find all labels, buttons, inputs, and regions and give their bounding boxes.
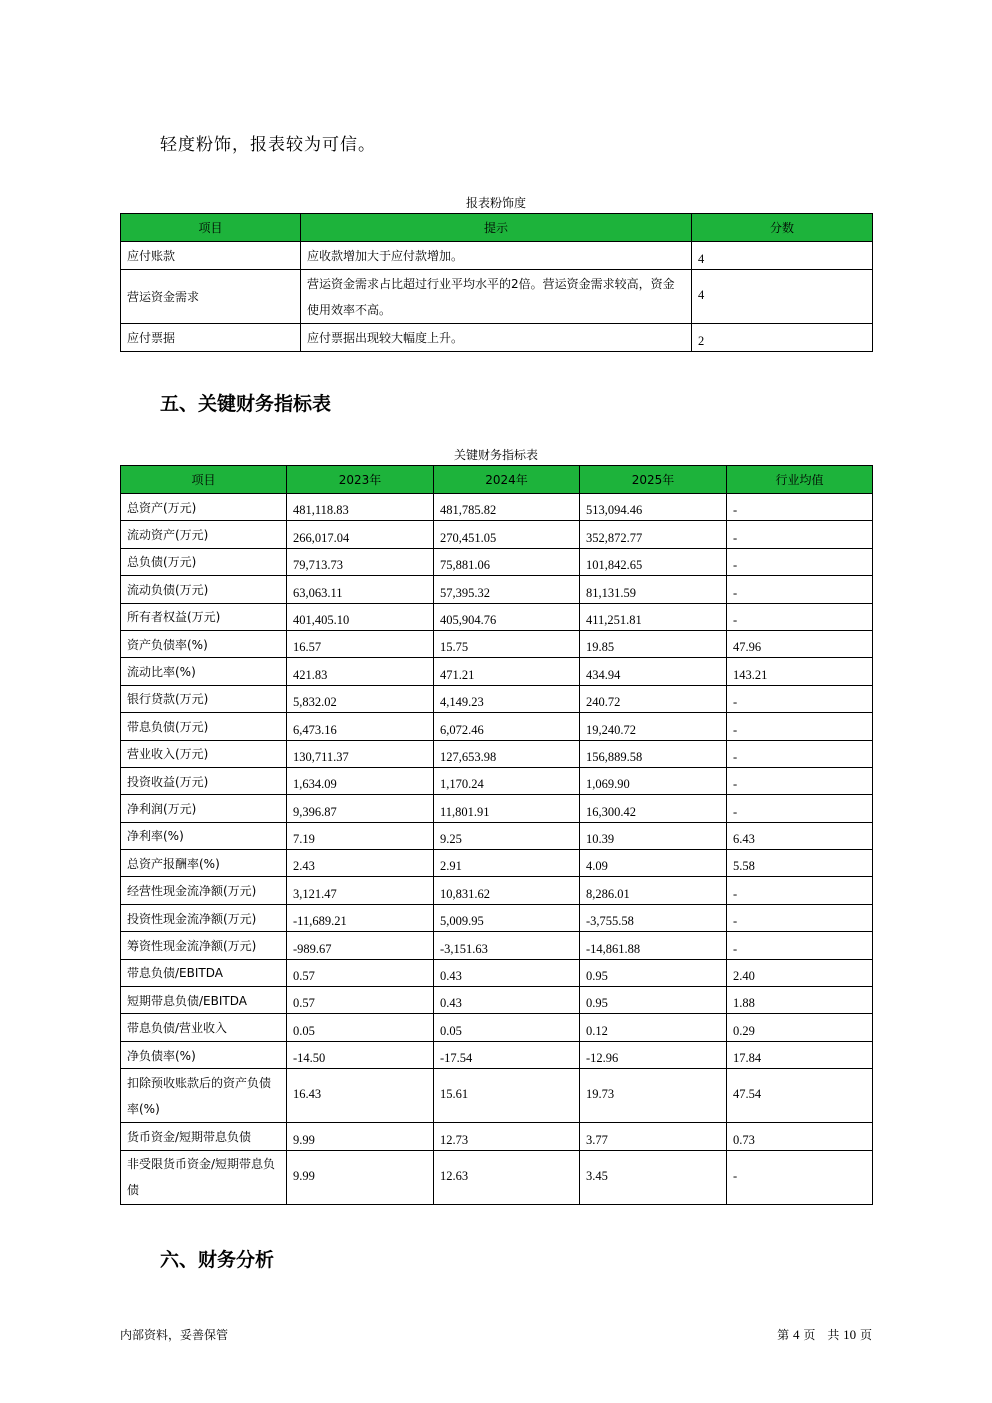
indicator-value-cell: 0.43 bbox=[434, 959, 580, 986]
indicator-value-cell: 7.19 bbox=[287, 822, 434, 849]
indicator-value-cell: -989.67 bbox=[287, 932, 434, 959]
table-row bbox=[121, 822, 873, 849]
indicator-value-cell: 143.21 bbox=[727, 658, 873, 685]
table2-header-cell: 行业均值 bbox=[727, 466, 873, 494]
hint-cell: 应收款增加大于应付款增加。 bbox=[301, 242, 692, 270]
indicator-value-cell: 10,831.62 bbox=[434, 877, 580, 904]
indicator-value-cell: 3.77 bbox=[580, 1123, 727, 1150]
indicator-value-cell: 6,072.46 bbox=[434, 713, 580, 740]
intro-paragraph: 轻度粉饰，报表较为可信。 bbox=[160, 135, 376, 155]
indicator-value-cell: 4,149.23 bbox=[434, 685, 580, 712]
indicator-label-cell: 所有者权益(万元) bbox=[121, 603, 287, 630]
indicator-value-cell: 79,713.73 bbox=[287, 548, 434, 575]
table-row bbox=[121, 1014, 873, 1041]
indicator-value-cell: 434.94 bbox=[580, 658, 727, 685]
indicator-label-cell: 营业收入(万元) bbox=[121, 740, 287, 767]
table-row bbox=[121, 658, 873, 685]
indicator-value-cell: 16.57 bbox=[287, 630, 434, 657]
indicator-value-cell: 15.61 bbox=[434, 1069, 580, 1123]
indicator-label-cell: 总资产报酬率(%) bbox=[121, 850, 287, 877]
indicator-value-cell: 2.91 bbox=[434, 850, 580, 877]
indicator-value-cell: - bbox=[727, 767, 873, 794]
report-embellishment-table bbox=[120, 213, 873, 352]
indicator-value-cell: -12.96 bbox=[580, 1041, 727, 1068]
indicator-value-cell: 8,286.01 bbox=[580, 877, 727, 904]
indicator-value-cell: - bbox=[727, 904, 873, 931]
table-row bbox=[121, 767, 873, 794]
indicator-value-cell: 1,069.90 bbox=[580, 767, 727, 794]
table-row bbox=[121, 932, 873, 959]
indicator-label-cell: 流动比率(%) bbox=[121, 658, 287, 685]
table-row bbox=[121, 904, 873, 931]
indicator-value-cell: - bbox=[727, 713, 873, 740]
table-row bbox=[121, 1123, 873, 1150]
indicator-value-cell: 421.83 bbox=[287, 658, 434, 685]
indicator-value-cell: 481,118.83 bbox=[287, 494, 434, 521]
indicator-value-cell: 5,009.95 bbox=[434, 904, 580, 931]
indicator-value-cell: 130,711.37 bbox=[287, 740, 434, 767]
table-row bbox=[121, 1150, 873, 1204]
indicator-value-cell: 17.84 bbox=[727, 1041, 873, 1068]
indicator-value-cell: 401,405.10 bbox=[287, 603, 434, 630]
table-row bbox=[121, 959, 873, 986]
indicator-label-cell: 带息负债/EBITDA bbox=[121, 959, 287, 986]
table-row bbox=[121, 987, 873, 1014]
indicator-label-cell: 净利率(%) bbox=[121, 822, 287, 849]
indicator-label-cell: 流动资产(万元) bbox=[121, 521, 287, 548]
indicator-label-cell: 净负债率(%) bbox=[121, 1041, 287, 1068]
indicator-value-cell: -17.54 bbox=[434, 1041, 580, 1068]
indicator-value-cell: 0.29 bbox=[727, 1014, 873, 1041]
indicator-value-cell: -11,689.21 bbox=[287, 904, 434, 931]
indicator-label-cell: 资产负债率(%) bbox=[121, 630, 287, 657]
indicator-label-cell: 带息负债/营业收入 bbox=[121, 1014, 287, 1041]
indicator-value-cell: 240.72 bbox=[580, 685, 727, 712]
key-financial-indicators-table bbox=[120, 465, 873, 1205]
page-suffix: 页 bbox=[859, 1328, 872, 1342]
indicator-value-cell: 9,396.87 bbox=[287, 795, 434, 822]
indicator-value-cell: 127,653.98 bbox=[434, 740, 580, 767]
table-row bbox=[121, 850, 873, 877]
indicator-value-cell: - bbox=[727, 521, 873, 548]
indicator-value-cell: 0.73 bbox=[727, 1123, 873, 1150]
hint-cell: 营运资金需求占比超过行业平均水平的2倍。营运资金需求较高，资金使用效率不高。 bbox=[301, 270, 692, 324]
indicator-label-cell: 投资性现金流净额(万元) bbox=[121, 904, 287, 931]
page-mid: 页 共 bbox=[803, 1328, 840, 1342]
indicator-value-cell: -3,151.63 bbox=[434, 932, 580, 959]
table-row bbox=[121, 494, 873, 521]
indicator-value-cell: 75,881.06 bbox=[434, 548, 580, 575]
indicator-label-cell: 扣除预收账款后的资产负债率(%) bbox=[121, 1069, 287, 1123]
indicator-value-cell: - bbox=[727, 877, 873, 904]
indicator-value-cell: 2.43 bbox=[287, 850, 434, 877]
indicator-value-cell: 352,872.77 bbox=[580, 521, 727, 548]
indicator-label-cell: 短期带息负债/EBITDA bbox=[121, 987, 287, 1014]
table-row bbox=[121, 795, 873, 822]
indicator-value-cell: - bbox=[727, 740, 873, 767]
indicator-value-cell: 15.75 bbox=[434, 630, 580, 657]
indicator-value-cell: 0.43 bbox=[434, 987, 580, 1014]
table1-header-cell: 分数 bbox=[692, 214, 873, 242]
section5-heading: 五、关键财务指标表 bbox=[160, 393, 332, 415]
table-row bbox=[121, 713, 873, 740]
indicator-value-cell: 19.85 bbox=[580, 630, 727, 657]
indicator-value-cell: 270,451.05 bbox=[434, 521, 580, 548]
indicator-value-cell: 101,842.65 bbox=[580, 548, 727, 575]
indicator-value-cell: 0.95 bbox=[580, 959, 727, 986]
indicator-value-cell: - bbox=[727, 932, 873, 959]
indicator-value-cell: 6.43 bbox=[727, 822, 873, 849]
table2-header-row bbox=[121, 466, 873, 494]
table-row bbox=[121, 1041, 873, 1068]
indicator-label-cell: 流动负债(万元) bbox=[121, 576, 287, 603]
table-row bbox=[121, 324, 873, 352]
indicator-value-cell: 266,017.04 bbox=[287, 521, 434, 548]
table-row bbox=[121, 521, 873, 548]
table-row bbox=[121, 740, 873, 767]
indicator-value-cell: 12.73 bbox=[434, 1123, 580, 1150]
indicator-value-cell: 156,889.58 bbox=[580, 740, 727, 767]
indicator-label-cell: 投资收益(万元) bbox=[121, 767, 287, 794]
indicator-label-cell: 总资产(万元) bbox=[121, 494, 287, 521]
indicator-value-cell: - bbox=[727, 548, 873, 575]
indicator-value-cell: 0.12 bbox=[580, 1014, 727, 1041]
indicator-value-cell: 11,801.91 bbox=[434, 795, 580, 822]
indicator-value-cell: 405,904.76 bbox=[434, 603, 580, 630]
indicator-label-cell: 净利润(万元) bbox=[121, 795, 287, 822]
indicator-value-cell: 4.09 bbox=[580, 850, 727, 877]
indicator-value-cell: 5,832.02 bbox=[287, 685, 434, 712]
indicator-value-cell: - bbox=[727, 1150, 873, 1204]
table1-header-cell: 提示 bbox=[301, 214, 692, 242]
page-current: 4 bbox=[792, 1327, 800, 1342]
footer-page-number bbox=[777, 1326, 872, 1343]
indicator-value-cell: 47.54 bbox=[727, 1069, 873, 1123]
indicator-value-cell: 5.58 bbox=[727, 850, 873, 877]
indicator-value-cell: 0.05 bbox=[434, 1014, 580, 1041]
page-prefix: 第 bbox=[777, 1328, 790, 1342]
table1-caption: 报表粉饰度 bbox=[465, 196, 526, 210]
table1-header-row bbox=[121, 214, 873, 242]
indicator-value-cell: 1,634.09 bbox=[287, 767, 434, 794]
indicator-value-cell: 81,131.59 bbox=[580, 576, 727, 603]
indicator-value-cell: 9.99 bbox=[287, 1123, 434, 1150]
footer-confidential-note: 内部资料，妥善保管 bbox=[120, 1328, 229, 1342]
indicator-value-cell: 9.99 bbox=[287, 1150, 434, 1204]
indicator-value-cell: 1.88 bbox=[727, 987, 873, 1014]
indicator-value-cell: 513,094.46 bbox=[580, 494, 727, 521]
indicator-value-cell: 1,170.24 bbox=[434, 767, 580, 794]
indicator-label-cell: 银行贷款(万元) bbox=[121, 685, 287, 712]
indicator-value-cell: - bbox=[727, 685, 873, 712]
table-row bbox=[121, 630, 873, 657]
indicator-label-cell: 总负债(万元) bbox=[121, 548, 287, 575]
table2-header-cell: 项目 bbox=[121, 466, 287, 494]
indicator-value-cell: 19.73 bbox=[580, 1069, 727, 1123]
indicator-value-cell: 12.63 bbox=[434, 1150, 580, 1204]
table-row bbox=[121, 685, 873, 712]
table-row bbox=[121, 548, 873, 575]
indicator-value-cell: 0.95 bbox=[580, 987, 727, 1014]
score-cell: 2 bbox=[692, 324, 873, 352]
indicator-label-cell: 货币资金/短期带息负债 bbox=[121, 1123, 287, 1150]
page-total: 10 bbox=[843, 1327, 857, 1342]
indicator-value-cell: 0.57 bbox=[287, 959, 434, 986]
score-cell: 4 bbox=[692, 242, 873, 270]
indicator-value-cell: 47.96 bbox=[727, 630, 873, 657]
indicator-value-cell: 0.57 bbox=[287, 987, 434, 1014]
indicator-value-cell: 63,063.11 bbox=[287, 576, 434, 603]
table-row bbox=[121, 603, 873, 630]
indicator-value-cell: 9.25 bbox=[434, 822, 580, 849]
indicator-label-cell: 非受限货币资金/短期带息负债 bbox=[121, 1150, 287, 1204]
table2-header-cell: 2024年 bbox=[434, 466, 580, 494]
table-row bbox=[121, 576, 873, 603]
indicator-value-cell: 3,121.47 bbox=[287, 877, 434, 904]
indicator-value-cell: 57,395.32 bbox=[434, 576, 580, 603]
section6-heading: 六、财务分析 bbox=[160, 1249, 275, 1271]
indicator-value-cell: 471.21 bbox=[434, 658, 580, 685]
indicator-value-cell: 10.39 bbox=[580, 822, 727, 849]
table1-header-cell: 项目 bbox=[121, 214, 301, 242]
item-cell: 营运资金需求 bbox=[121, 270, 301, 324]
indicator-label-cell: 筹资性现金流净额(万元) bbox=[121, 932, 287, 959]
indicator-value-cell: -14,861.88 bbox=[580, 932, 727, 959]
indicator-value-cell: 411,251.81 bbox=[580, 603, 727, 630]
table-row bbox=[121, 242, 873, 270]
indicator-value-cell: -14.50 bbox=[287, 1041, 434, 1068]
indicator-value-cell: 481,785.82 bbox=[434, 494, 580, 521]
indicator-label-cell: 带息负债(万元) bbox=[121, 713, 287, 740]
table2-header-cell: 2025年 bbox=[580, 466, 727, 494]
hint-cell: 应付票据出现较大幅度上升。 bbox=[301, 324, 692, 352]
table-row bbox=[121, 1069, 873, 1123]
indicator-value-cell: 0.05 bbox=[287, 1014, 434, 1041]
indicator-value-cell: 6,473.16 bbox=[287, 713, 434, 740]
table-row bbox=[121, 877, 873, 904]
indicator-value-cell: -3,755.58 bbox=[580, 904, 727, 931]
indicator-value-cell: - bbox=[727, 576, 873, 603]
indicator-value-cell: 19,240.72 bbox=[580, 713, 727, 740]
indicator-value-cell: 2.40 bbox=[727, 959, 873, 986]
table2-caption: 关键财务指标表 bbox=[453, 448, 538, 462]
score-cell: 4 bbox=[692, 270, 873, 324]
indicator-value-cell: 16,300.42 bbox=[580, 795, 727, 822]
item-cell: 应付票据 bbox=[121, 324, 301, 352]
item-cell: 应付账款 bbox=[121, 242, 301, 270]
table2-header-cell: 2023年 bbox=[287, 466, 434, 494]
indicator-value-cell: 3.45 bbox=[580, 1150, 727, 1204]
table-row bbox=[121, 270, 873, 324]
indicator-value-cell: - bbox=[727, 494, 873, 521]
indicator-value-cell: - bbox=[727, 795, 873, 822]
indicator-value-cell: - bbox=[727, 603, 873, 630]
indicator-label-cell: 经营性现金流净额(万元) bbox=[121, 877, 287, 904]
indicator-value-cell: 16.43 bbox=[287, 1069, 434, 1123]
